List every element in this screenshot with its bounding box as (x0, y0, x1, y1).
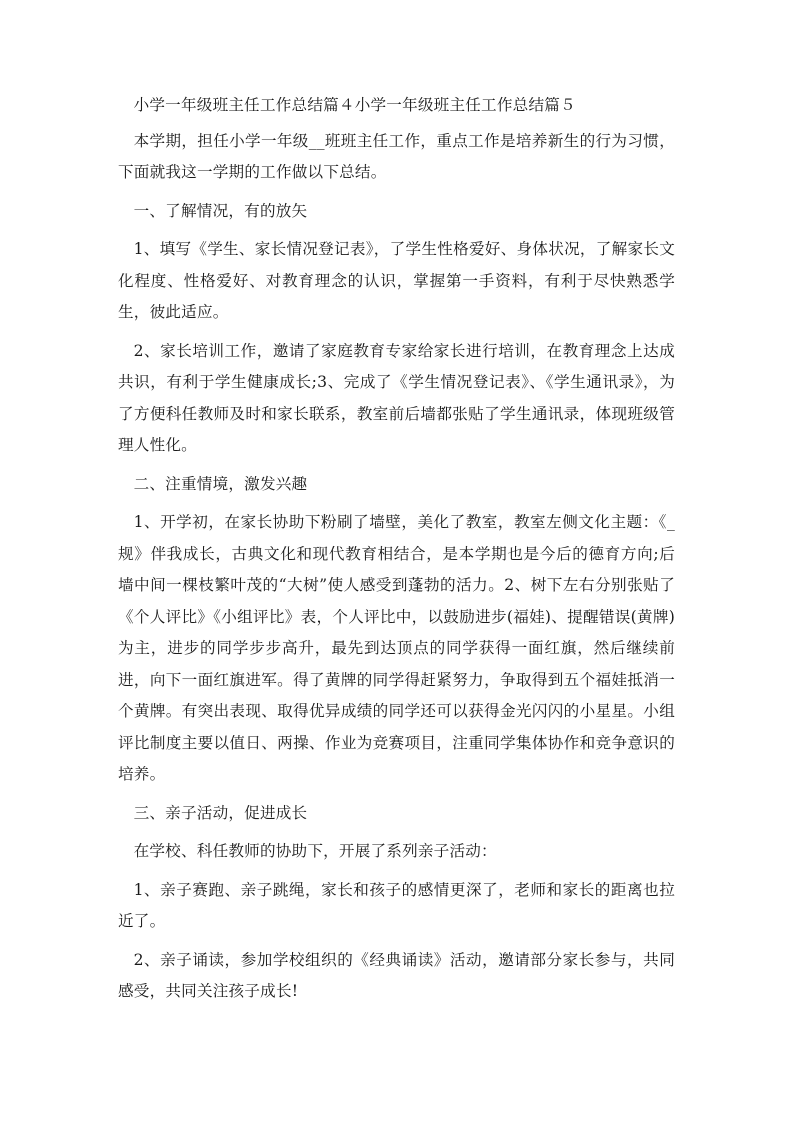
section3-paragraph-1: 1、亲子赛跑、亲子跳绳，家长和孩子的感情更深了，老师和家长的距离也拉近了。 (118, 880, 675, 930)
section1-paragraph-1: 1、填写《学生、家长情况登记表》，了学生性格爱好、身体状况，了解家长文化程度、性格爱好、对教育理念的认识，掌握第一手资料，有利于尽快熟悉学生，彼此适应。 (118, 240, 675, 321)
section3-intro: 在学校、科任教师的协助下，开展了系列亲子活动： (133, 842, 497, 860)
section3-paragraph-2: 2、亲子诵读，参加学校组织的《经典诵读》活动，邀请部分家长参与，共同感受，共同关注孩子成长! (118, 950, 675, 1000)
document-title: 小学一年级班主任工作总结篇４小学一年级班主任工作总结篇５ (133, 96, 576, 114)
section-heading-1: 一、了解情况，有的放矢 (133, 201, 308, 220)
section-heading-2: 二、注重情境，激发兴趣 (133, 474, 308, 493)
intro-paragraph: 本学期，担任小学一年级__班班主任工作，重点工作是培养新生的行为习惯，下面就我这一学期的工作做以下总结。 (118, 131, 675, 181)
section-heading-3: 三、亲子活动，促进成长 (133, 803, 308, 822)
section2-paragraph-1: 1、开学初，在家长协助下粉刷了墙壁，美化了教室，教室左侧文化主题：《_规》伴我成长，古典文化和现代教育相结合，是本学期也是今后的德育方向;后墙中间一棵枝繁叶茂的“大树”使人感受到蓬勃的活力。2、树下左右分别张贴了《个人评比》《小组评比》表，个人评比中，以鼓励进步(福娃)、提醒错误(黄牌)为主，进步的同学步步高升，最先到达顶点的同学获得一面红旗，然后继续前进，向下一面红旗进军。得了黄牌的同学得赶紧努力，争取得到五个福娃抵消一个黄牌。有突出表现、取得优异成绩的同学还可以获得金光闪闪的小星星。小组评比制度主要以值日、两操、作业为竞赛项目，注重同学集体协作和竞争意识的培养。 (118, 513, 675, 783)
section1-paragraph-2: 2、家长培训工作，邀请了家庭教育专家给家长进行培训，在教育理念上达成共识，有利于学生健康成长;3、完成了《学生情况登记表》、《学生通讯录》，为了方便科任教师及时和家长联系，教室前后墙都张贴了学生通讯录，体现班级管理人性化。 (118, 341, 675, 454)
